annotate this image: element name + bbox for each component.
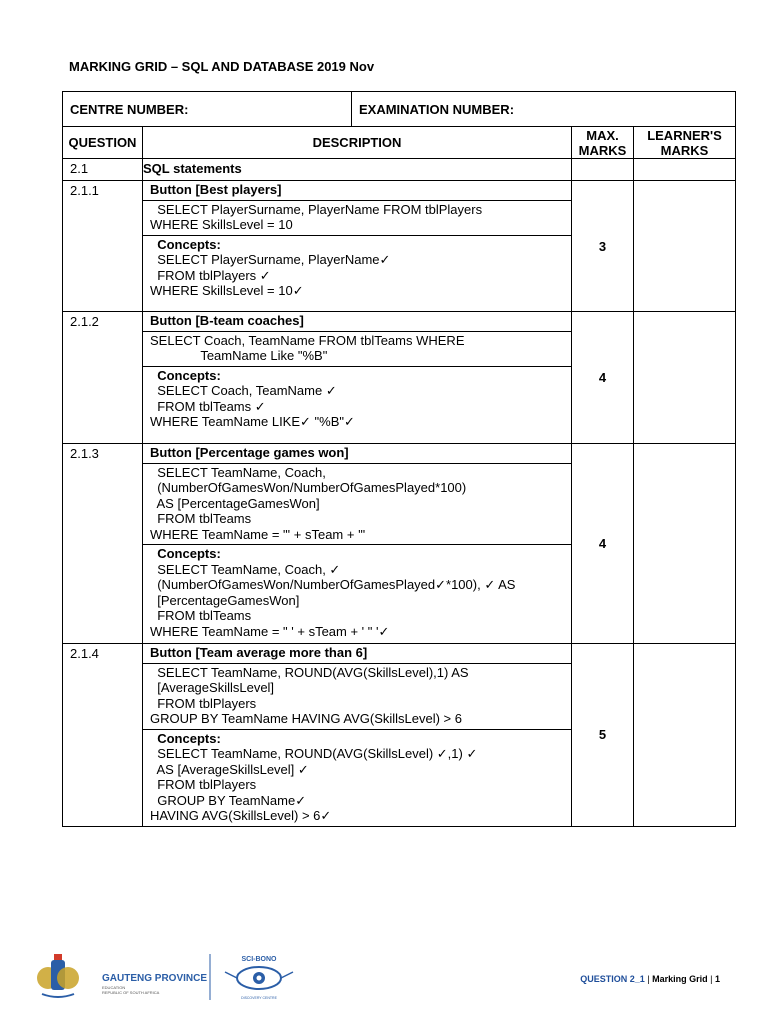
sci-bono-eye-icon	[225, 967, 293, 989]
sql-statement	[143, 463, 571, 545]
sql-line: GROUP BY TeamName HAVING AVG(SkillsLevel) > 6	[150, 711, 462, 726]
sql-line: FROM tblTeams	[150, 511, 252, 526]
sql-line: [AverageSkillsLevel]	[150, 680, 275, 695]
table-header-row	[63, 127, 736, 159]
description-cell	[143, 644, 572, 827]
learner-marks-cell	[634, 444, 736, 644]
discovery-centre-text: DISCOVERY CENTRE	[241, 996, 277, 1000]
table-row	[63, 159, 736, 181]
sql-line: SELECT TeamName, Coach,	[150, 464, 326, 480]
description-cell	[143, 444, 572, 644]
sql-line: SELECT Coach, TeamName FROM tblTeams WHERE	[150, 332, 465, 348]
question-number: 2.1.4	[63, 644, 143, 827]
sql-line: WHERE SkillsLevel = 10	[150, 217, 293, 232]
max-marks-cell	[572, 159, 634, 181]
learner-marks-cell	[634, 181, 736, 312]
sql-line: SELECT PlayerSurname, PlayerName FROM tblPlayers	[150, 201, 483, 217]
table-row	[63, 644, 736, 827]
sql-line: SELECT TeamName, ROUND(AVG(SkillsLevel),1) AS	[150, 664, 469, 680]
concept-line: AS [AverageSkillsLevel] ✓	[150, 761, 309, 777]
max-marks-line1: MAX.	[586, 127, 619, 143]
sql-statement	[143, 331, 571, 366]
max-marks-value: 4	[572, 444, 634, 644]
table-row	[63, 181, 736, 312]
concept-line: GROUP BY TeamName✓	[150, 792, 307, 808]
learner-marks-line1: LEARNER'S	[647, 127, 722, 143]
table-row	[63, 444, 736, 644]
learner-marks-cell	[634, 159, 736, 181]
concept-line: FROM tblPlayers	[150, 777, 257, 792]
column-header-description: DESCRIPTION	[143, 127, 572, 159]
concepts-label: Concepts:	[150, 367, 221, 383]
concepts-label: Concepts:	[150, 546, 221, 561]
column-header-question: QUESTION	[63, 127, 143, 159]
button-title: Button [Team average more than 6]	[150, 645, 368, 660]
concepts-block	[143, 544, 571, 641]
page-number: 1	[714, 974, 720, 984]
question-number: 2.1.2	[63, 312, 143, 444]
max-marks-line2: MARKS	[578, 142, 627, 158]
sql-line: FROM tblPlayers	[150, 695, 257, 711]
section-title: SQL statements	[143, 159, 572, 181]
sql-line: (NumberOfGamesWon/NumberOfGamesPlayed*100)	[150, 480, 467, 495]
max-marks-value: 3	[572, 181, 634, 312]
education-text: EDUCATION	[102, 985, 126, 990]
sci-bono-text: SCI-BONO	[241, 956, 277, 963]
max-marks-value: 4	[572, 312, 634, 444]
gauteng-province-text: GAUTENG PROVINCE	[102, 973, 208, 984]
concept-line: FROM tblPlayers ✓	[150, 267, 271, 283]
question-number: 2.1.1	[63, 181, 143, 312]
table-row	[63, 312, 736, 444]
concept-line: FROM tblTeams ✓	[150, 398, 266, 414]
concept-line: (NumberOfGamesWon/NumberOfGamesPlayed✓*100), ✓ AS	[150, 577, 516, 592]
footer-grid-label: Marking Grid	[652, 974, 708, 984]
concept-line: FROM tblTeams	[150, 608, 252, 623]
concept-line: WHERE TeamName LIKE✓ "%B"✓	[150, 414, 355, 429]
sql-statement	[143, 200, 571, 235]
concept-line: SELECT TeamName, ROUND(AVG(SkillsLevel) ✓,1) ✓	[150, 746, 478, 761]
concept-line: WHERE TeamName = " ' + sTeam + ' " '✓	[150, 623, 390, 639]
examination-number-label: EXAMINATION NUMBER:	[359, 101, 515, 117]
centre-number-label: CENTRE NUMBER:	[63, 92, 352, 126]
learner-marks-cell	[634, 644, 736, 827]
page-title: MARKING GRID – SQL AND DATABASE 2019 Nov	[69, 59, 375, 74]
concept-line: WHERE SkillsLevel = 10✓	[150, 283, 304, 298]
question-number: 2.1.3	[63, 444, 143, 644]
concepts-block	[143, 366, 571, 432]
max-marks-value: 5	[572, 644, 634, 827]
footer-question-label: QUESTION 2_1	[580, 974, 645, 984]
button-title: Button [B-team coaches]	[150, 313, 304, 328]
question-number: 2.1	[63, 159, 143, 181]
concept-line: HAVING AVG(SkillsLevel) > 6✓	[150, 808, 332, 823]
button-title: Button [Best players]	[150, 182, 282, 197]
description-cell	[143, 181, 572, 312]
concepts-label: Concepts:	[150, 730, 221, 746]
sql-line: AS [PercentageGamesWon]	[150, 495, 320, 511]
button-title: Button [Percentage games won]	[150, 445, 349, 460]
column-header-max-marks	[572, 127, 634, 159]
learner-marks-line2: MARKS	[660, 142, 709, 158]
gauteng-coat-of-arms-icon	[37, 954, 79, 997]
footer-logos	[32, 950, 302, 1002]
column-header-learner-marks	[634, 127, 736, 159]
concept-line: SELECT Coach, TeamName ✓	[150, 383, 337, 398]
page-footer	[580, 974, 720, 984]
sql-line: TeamName Like "%B"	[150, 348, 328, 363]
footer-separator: |	[710, 974, 713, 984]
sql-statement	[143, 663, 571, 729]
description-cell	[143, 312, 572, 444]
concepts-block	[143, 235, 571, 301]
concepts-label: Concepts:	[150, 236, 221, 252]
concepts-block	[143, 729, 571, 826]
republic-text: REPUBLIC OF SOUTH AFRICA	[102, 990, 160, 995]
candidate-info-table	[62, 91, 736, 127]
sql-line: WHERE TeamName = "' + sTeam + '"	[150, 526, 366, 542]
concept-line: [PercentageGamesWon]	[150, 592, 300, 608]
concept-line: SELECT TeamName, Coach, ✓	[150, 561, 341, 577]
learner-marks-cell	[634, 312, 736, 444]
marking-grid-table	[62, 126, 736, 827]
footer-separator: |	[647, 974, 650, 984]
concept-line: SELECT PlayerSurname, PlayerName✓	[150, 252, 391, 267]
